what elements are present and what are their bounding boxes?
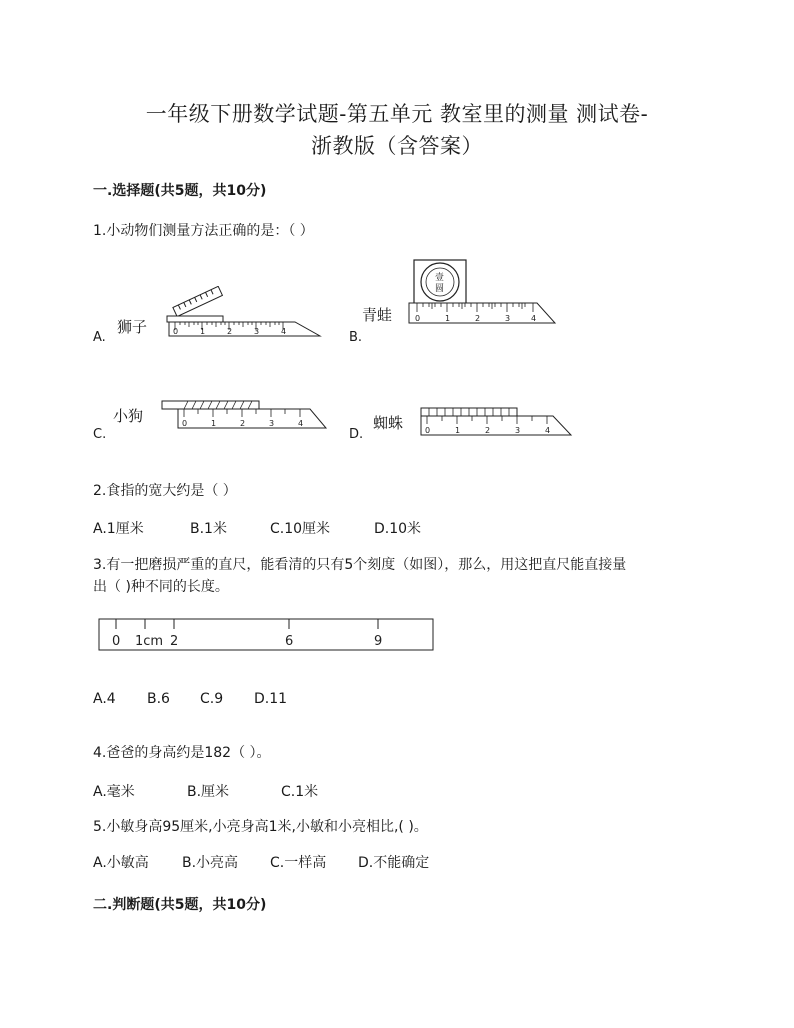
- q2-option-d[interactable]: D.10米: [374, 521, 422, 537]
- question-4-text: 4.爸爸的身高约是182（ ）。: [93, 745, 271, 761]
- q3-option-c[interactable]: C.9: [200, 691, 224, 707]
- ruler-tick-label: 3: [254, 327, 260, 336]
- q4-option-b[interactable]: B.厘米: [187, 784, 230, 800]
- q1-option-a-label: A.: [93, 330, 106, 345]
- ruler-tick-label: 2: [475, 314, 481, 323]
- q2-option-c[interactable]: C.10厘米: [270, 521, 331, 537]
- coin-character-top: 壹: [435, 273, 445, 283]
- q5-option-d[interactable]: D.不能确定: [358, 855, 430, 871]
- coin-character-bottom: 圆: [435, 284, 445, 294]
- ruler-tick-label: 1: [445, 314, 451, 323]
- doc-title-line-2: 浙教版（含答案）: [311, 134, 483, 158]
- question-1-text: 1.小动物们测量方法正确的是：（ ）: [93, 223, 314, 239]
- q1-option-a-ruler-figure: [165, 286, 325, 338]
- worn-ruler-label: 0: [112, 634, 121, 649]
- q1-option-c-animal: 小狗: [113, 407, 144, 425]
- q1-option-c-label: C.: [93, 427, 107, 442]
- q3-worn-ruler-figure: [98, 617, 436, 653]
- ruler-tick-label: 4: [281, 327, 287, 336]
- q2-option-a[interactable]: A.1厘米: [93, 521, 144, 537]
- q1-option-b-label: B.: [349, 330, 363, 345]
- ruler-tick-label: 2: [227, 327, 233, 336]
- measured-object: [167, 316, 223, 322]
- worn-ruler-label: 2: [170, 634, 179, 649]
- q4-option-a[interactable]: A.毫米: [93, 784, 135, 800]
- worn-ruler-label: 9: [374, 634, 383, 649]
- q1-option-d-label: D.: [349, 427, 364, 442]
- question-2-text: 2.食指的宽大约是（ ）: [93, 483, 237, 499]
- worn-ruler-label: 6: [285, 634, 294, 649]
- question-3-text-line-1: 3.有一把磨损严重的直尺，能看清的只有5个刻度（如图），那么，用这把直尺能直接量: [93, 557, 627, 573]
- q1-option-d-ruler-figure: [417, 405, 575, 439]
- ruler-tick-label: 2: [240, 419, 246, 428]
- q1-option-d-animal: 蜘蛛: [373, 414, 404, 432]
- q5-option-c[interactable]: C.一样高: [270, 855, 327, 871]
- ruler-tick-label: 0: [182, 419, 188, 428]
- question-3-text-line-2: 出（ )种不同的长度。: [93, 579, 229, 595]
- q3-option-d[interactable]: D.11: [254, 691, 288, 707]
- ruler-tick-label: 0: [425, 426, 431, 435]
- q1-option-b-ruler-figure: [405, 255, 565, 327]
- ruler-tick-label: 2: [485, 426, 491, 435]
- ruler-tick-label: 4: [531, 314, 537, 323]
- doc-title-line-1: 一年级下册数学试题-第五单元 教室里的测量 测试卷-: [145, 102, 649, 126]
- q5-option-a[interactable]: A.小敏高: [93, 855, 149, 871]
- ruler-body: [178, 409, 326, 428]
- ruler-tick-label: 4: [298, 419, 304, 428]
- q1-option-b-animal: 青蛙: [362, 306, 393, 324]
- q1-option-a-animal: 狮子: [117, 318, 148, 336]
- question-5-text: 5.小敏身高95厘米,小亮身高1米,小敏和小亮相比,( )。: [93, 819, 428, 835]
- ruler-tick-label: 3: [269, 419, 275, 428]
- ruler-body: [169, 322, 320, 336]
- ruler-tick-label: 1: [200, 327, 206, 336]
- tilted-ruler: [173, 286, 223, 316]
- ruler-tick-label: 0: [173, 327, 179, 336]
- q4-option-c[interactable]: C.1米: [281, 784, 319, 800]
- q1-option-c-ruler-figure: [158, 398, 330, 432]
- worn-ruler-label: 1cm: [135, 634, 164, 649]
- ruler-tick-label: 0: [415, 314, 421, 323]
- ruler-tick-label: 3: [515, 426, 521, 435]
- ruler-tick-label: 3: [505, 314, 511, 323]
- section-heading-choice: 一.选择题(共5题，共10分): [93, 183, 267, 199]
- ruler-tick-label: 1: [455, 426, 461, 435]
- ruler-tick-label: 4: [545, 426, 551, 435]
- q2-option-b[interactable]: B.1米: [190, 521, 227, 537]
- ruler-tick-label: 1: [211, 419, 217, 428]
- q5-option-b[interactable]: B.小亮高: [182, 855, 239, 871]
- q3-option-a[interactable]: A.4: [93, 691, 116, 707]
- section-heading-judgement: 二.判断题(共5题，共10分): [93, 897, 267, 913]
- q3-option-b[interactable]: B.6: [147, 691, 170, 707]
- measured-object: [162, 401, 259, 409]
